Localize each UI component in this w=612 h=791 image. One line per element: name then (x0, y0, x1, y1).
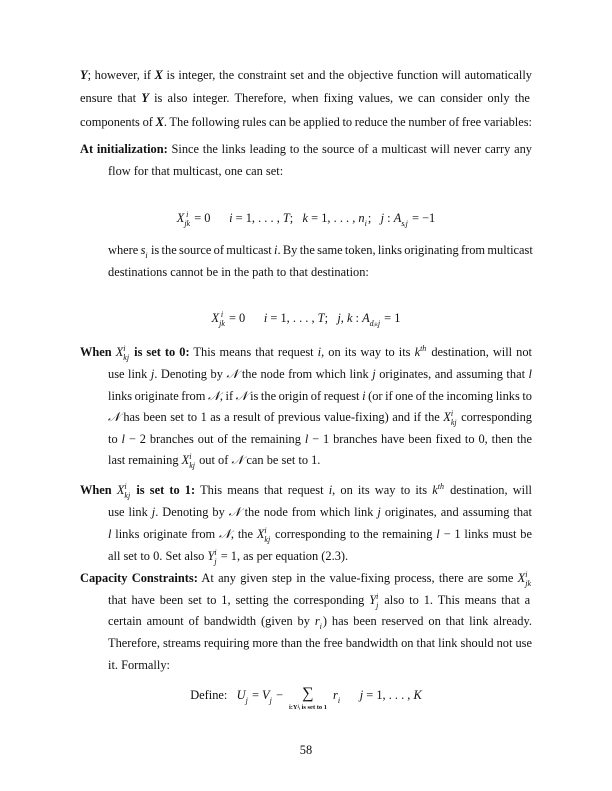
text-run: is integer, the constraint set and the objective function will automatically (162, 68, 532, 82)
text-run: flow for that multicast, one can set: (108, 164, 284, 178)
math-variable: i (328, 483, 333, 497)
subscript: i (319, 622, 322, 632)
text-line (108, 239, 532, 261)
math-variable: j (372, 367, 376, 381)
text-line-content (108, 545, 348, 567)
text-run: − (272, 688, 283, 702)
text-run: use link (108, 367, 151, 381)
bold-heading: When (80, 345, 116, 359)
math-scripts (438, 482, 444, 500)
text-run: components of (80, 115, 156, 129)
subscript: jk (525, 579, 531, 589)
text-line-content (80, 64, 532, 86)
text-line-content (80, 341, 532, 363)
math-scripts (123, 344, 129, 362)
math-variable: r (314, 614, 320, 628)
subscript: dᵢₖj (369, 319, 381, 329)
math-symbol (212, 307, 226, 329)
subscript: kj (124, 491, 131, 501)
text-run: . The following rules can be applied to reduce the number of free variables: (163, 115, 532, 129)
math-scripts (370, 310, 380, 328)
math-variable: 𝒩 (235, 389, 248, 403)
text-line-content (108, 406, 532, 428)
text-line (108, 589, 532, 611)
subscript: j (245, 696, 248, 706)
math-variable: A (393, 211, 402, 225)
math-variable: k (414, 345, 421, 359)
math-symbol (226, 363, 238, 385)
subscript: jk (184, 219, 191, 229)
superscript: i (189, 452, 192, 462)
text-line-content (108, 160, 283, 182)
math-symbol (207, 545, 217, 567)
text-line-content (108, 363, 532, 385)
superscript: th (437, 482, 444, 492)
math-symbol (360, 684, 363, 706)
math-symbol (231, 449, 243, 471)
text-run: also to 1. This means that a (379, 593, 531, 607)
text-run: ensure that (80, 91, 142, 105)
text-run: ; however, if (87, 68, 155, 82)
text-line-content (108, 523, 532, 545)
text-run: destination, will not (427, 345, 533, 359)
text-run: = 0 (191, 211, 230, 225)
text-run: = −1 (408, 211, 436, 225)
math-vector: X (154, 68, 163, 82)
text-run: is the origin of request (247, 389, 363, 403)
bold-heading: is set to 1: (131, 483, 196, 497)
text-line (108, 406, 532, 428)
math-symbol (372, 363, 375, 385)
math-symbol (369, 589, 379, 611)
bold-heading: Capacity Constraints: (80, 571, 198, 585)
superscript: i (525, 570, 528, 580)
math-variable: j (150, 367, 155, 381)
math-variable: l (108, 527, 112, 541)
text-run: − 2 branches out of the remaining (124, 432, 305, 446)
text-run: (or if one of the incoming links to (365, 389, 533, 403)
math-variable: T (282, 211, 290, 225)
text-line (108, 545, 532, 567)
superscript: i (376, 592, 379, 602)
math-symbol (116, 341, 130, 363)
text-line-content (177, 207, 436, 229)
math-symbol (122, 428, 125, 450)
math-symbol (358, 207, 367, 229)
math-symbol (362, 385, 365, 407)
math-variable: s (140, 243, 146, 257)
superscript (401, 210, 408, 219)
superscript (145, 242, 147, 251)
text-line-content (108, 589, 530, 611)
text-line-content (108, 239, 533, 261)
text-line (108, 160, 532, 182)
bold-heading: is set to 0: (130, 345, 190, 359)
text-line-content (80, 479, 532, 501)
text-run: At any given step in the value-fixing process, there are some (197, 571, 518, 585)
math-variable: l (528, 367, 532, 381)
math-symbol (303, 207, 309, 229)
text-run: This means that request (195, 483, 329, 497)
math-symbol (229, 501, 241, 523)
math-symbol (208, 385, 220, 407)
text-run: to (108, 432, 122, 446)
math-symbol (219, 523, 231, 545)
math-symbol (362, 307, 381, 329)
math-variable: j (377, 505, 381, 519)
math-symbol (529, 363, 532, 385)
math-scripts (264, 526, 270, 544)
math-variable: T (317, 311, 325, 325)
subscript (420, 353, 426, 362)
math-variable: X (181, 453, 190, 467)
text-line (108, 501, 532, 523)
text-line-content (108, 632, 532, 654)
text-line (80, 64, 532, 86)
math-variable: X (211, 311, 220, 325)
math-scripts (145, 242, 147, 260)
math-variable: X (517, 571, 526, 585)
text-run: , the (230, 527, 257, 541)
math-variable: i (263, 311, 268, 325)
text-run: . By the same token, links originating from multicast (277, 243, 533, 257)
text-run: originates, and assuming that (380, 505, 532, 519)
superscript (320, 613, 322, 622)
text-run: : (352, 311, 363, 325)
text-run: corresponding to the remaining (271, 527, 437, 541)
math-symbol (141, 239, 149, 261)
superscript: i (214, 548, 217, 558)
text-run: = 0 (225, 311, 264, 325)
text-run: it. Formally: (108, 658, 170, 672)
sigma-symbol: ∑ (302, 685, 314, 702)
math-scripts (451, 409, 457, 427)
math-scripts (420, 344, 426, 362)
text-run: links originate from (111, 527, 220, 541)
subscript: j (376, 601, 379, 611)
math-symbol (274, 239, 277, 261)
text-run: the node from which link (238, 367, 373, 381)
math-scripts (338, 687, 340, 705)
text-line-content (80, 138, 532, 160)
text-line-content (108, 428, 532, 450)
text-line-content (80, 87, 530, 109)
math-variable: i (229, 211, 233, 225)
text-line (80, 479, 532, 501)
math-variable: V (262, 688, 270, 702)
text-line (108, 428, 532, 450)
math-variable: i (317, 345, 322, 359)
text-run: − 1 branches have been fixed to 0, then the (308, 432, 532, 446)
text-run: This means that request (189, 345, 318, 359)
math-variable: j (151, 505, 156, 519)
text-run: , on its way to its (332, 483, 433, 497)
text-run: , if (219, 389, 236, 403)
superscript (365, 210, 367, 219)
text-line-content (108, 449, 320, 471)
math-symbol (151, 363, 154, 385)
subscript: j (269, 696, 272, 706)
text-line (108, 523, 532, 545)
text-line (80, 138, 532, 160)
text-line-content (212, 307, 401, 329)
text-run: Since the links leading to the source of a multicast will never carry any (167, 142, 532, 156)
math-symbol (414, 684, 422, 706)
math-scripts (214, 548, 216, 566)
math-variable: 𝒩 (231, 453, 244, 467)
math-variable: X (176, 211, 185, 225)
text-run: = 1, . . . , (363, 688, 414, 702)
text-run: = 1, . . . , (232, 211, 283, 225)
math-symbol (262, 684, 273, 706)
text-run: − 1 links must be (439, 527, 532, 541)
math-variable: 𝒩 (108, 410, 120, 424)
math-variable: k (302, 211, 309, 225)
math-scripts (401, 210, 408, 228)
math-variable: 𝒩 (219, 527, 231, 541)
subscript: j (214, 557, 217, 567)
superscript: i (264, 526, 267, 536)
page-number: 58 (299, 743, 313, 757)
summation (289, 684, 327, 712)
text-run: = 1 (381, 311, 401, 325)
text-line-content (108, 385, 532, 407)
math-variable: A (362, 311, 370, 325)
text-run: Therefore, streams requiring more than the free bandwidth on that link should not use (108, 636, 532, 650)
text-run: destination, will (444, 483, 532, 497)
math-symbol (318, 307, 325, 329)
text-line-content (80, 111, 532, 133)
math-variable: i (362, 389, 366, 403)
math-symbol (518, 567, 532, 589)
text-line-content (108, 610, 532, 632)
text-run: out of (196, 453, 232, 467)
text-line (108, 261, 532, 283)
subscript: jk (219, 319, 225, 329)
math-symbol (377, 501, 380, 523)
math-variable: X (115, 345, 124, 359)
math-scripts (376, 592, 378, 610)
math-symbol (337, 307, 352, 329)
subscript: i (337, 696, 341, 706)
superscript: i (123, 344, 126, 354)
math-symbol (283, 207, 290, 229)
math-variable: j (380, 211, 385, 225)
math-variable: Y (369, 593, 377, 607)
math-variable: r (333, 688, 338, 702)
text-run: . Denoting by (155, 505, 229, 519)
text-run: links originate from (108, 389, 208, 403)
text-line (80, 567, 532, 589)
math-scripts (365, 210, 367, 228)
subscript: kj (123, 353, 130, 363)
math-symbol (152, 501, 155, 523)
math-variable: l (304, 432, 309, 446)
math-variable: l (436, 527, 440, 541)
math-variable: n (358, 211, 365, 225)
math-symbol (305, 428, 308, 450)
math-symbol (229, 207, 232, 229)
superscript: i (124, 482, 127, 492)
text-run: = 1, . . . , (308, 211, 359, 225)
text-line-content (108, 261, 369, 283)
math-variable: Y (207, 549, 215, 563)
math-variable: X (443, 410, 451, 424)
math-variable: j, k (337, 311, 353, 325)
bold-heading: At initialization: (80, 142, 168, 156)
text-run (341, 688, 360, 702)
math-symbol (315, 610, 323, 632)
superscript: th (420, 344, 427, 354)
math-symbol (177, 207, 191, 229)
text-run: = (248, 688, 263, 702)
text-run: ; (367, 211, 381, 225)
math-symbol (257, 523, 271, 545)
text-line (108, 610, 532, 632)
subscript: i (145, 251, 148, 261)
math-variable: 𝒩 (228, 505, 241, 519)
superscript: i (186, 210, 189, 220)
summation-index: i:Yʲᵢ is set to 1 (288, 704, 328, 711)
math-symbol (236, 385, 248, 407)
bold-heading: When (80, 483, 117, 497)
superscript: i (220, 310, 224, 320)
text-run: destinations cannot be in the path to that destination: (108, 265, 369, 279)
superscript (370, 310, 380, 319)
subscript: kj (450, 418, 457, 428)
math-symbol (108, 523, 111, 545)
text-run: certain amount of bandwidth (given by (108, 614, 315, 628)
math-variable: j (359, 688, 364, 702)
math-symbol (117, 479, 131, 501)
text-run: is the source of multicast (148, 243, 275, 257)
subscript: kj (189, 461, 195, 471)
superscript: i (450, 409, 454, 419)
math-vector: X (155, 115, 164, 129)
text-line (108, 449, 532, 471)
math-variable: 𝒩 (207, 389, 220, 403)
text-run: = 1, as per equation (2.3). (217, 549, 349, 563)
text-line (108, 632, 532, 654)
math-scripts (219, 310, 225, 328)
math-vector: Y (80, 68, 88, 82)
math-variable: k (432, 483, 438, 497)
math-variable: X (256, 527, 265, 541)
math-scripts (184, 210, 190, 228)
math-symbol (318, 341, 321, 363)
text-run: . Denoting by (154, 367, 227, 381)
math-scripts (124, 482, 130, 500)
subscript: kj (264, 535, 271, 545)
math-vector: Y (141, 91, 149, 105)
math-symbol (432, 479, 445, 501)
math-symbol (182, 449, 196, 471)
math-symbol (237, 684, 249, 706)
math-symbol (108, 406, 120, 428)
text-line (108, 654, 532, 676)
text-run: that have been set to 1, setting the corresponding (108, 593, 370, 607)
subscript: i (364, 219, 367, 229)
text-line (80, 111, 532, 133)
text-line (80, 207, 532, 229)
math-scripts (525, 570, 531, 588)
text-run: = 1, . . . , (267, 311, 318, 325)
text-line-content (80, 567, 532, 589)
text-run: ; (324, 311, 338, 325)
text-line-content (108, 501, 532, 523)
math-variable: K (413, 688, 422, 702)
subscript: sᵢj (401, 219, 408, 229)
text-run: ; (289, 211, 303, 225)
text-run: ) has been reserved on that link already. (322, 614, 532, 628)
text-line (80, 684, 532, 711)
math-scripts (189, 452, 195, 470)
math-variable: l (121, 432, 125, 446)
math-symbol (333, 684, 341, 706)
text-run: originates, and assuming that (375, 367, 529, 381)
text-run: , on its way to its (321, 345, 415, 359)
text-line (80, 307, 532, 329)
math-variable: i (274, 243, 278, 257)
text-run: : (384, 211, 394, 225)
superscript (270, 687, 272, 696)
superscript (338, 687, 340, 696)
math-symbol (443, 406, 457, 428)
subscript (438, 491, 444, 500)
text-run: the node from which link (240, 505, 378, 519)
math-scripts (320, 613, 322, 631)
text-run: Define: (190, 688, 237, 702)
text-line (80, 341, 532, 363)
math-variable: U (236, 688, 246, 702)
text-line (108, 385, 532, 407)
text-line-content (108, 654, 170, 676)
text-run: can be set to 1. (243, 453, 321, 467)
math-symbol (381, 207, 384, 229)
math-scripts (246, 687, 248, 705)
text-run: use link (108, 505, 152, 519)
text-run: where (108, 243, 141, 257)
text-run: all set to 0. Set also (108, 549, 208, 563)
text-run: corresponding (457, 410, 532, 424)
superscript (246, 687, 248, 696)
math-symbol (394, 207, 409, 229)
math-variable: 𝒩 (226, 367, 239, 381)
text-run: last remaining (108, 453, 182, 467)
text-line (80, 87, 532, 109)
math-scripts (270, 687, 272, 705)
text-run: is also integer. Therefore, when fixing values, we can consider only the (148, 91, 530, 105)
math-symbol (436, 523, 439, 545)
text-line (108, 363, 532, 385)
math-symbol (415, 341, 428, 363)
math-variable: X (116, 483, 125, 497)
math-symbol (264, 307, 267, 329)
math-symbol (329, 479, 332, 501)
text-line-content (190, 684, 422, 712)
text-run: has been set to 1 as a result of previous value-fixing) and if the (119, 410, 444, 424)
